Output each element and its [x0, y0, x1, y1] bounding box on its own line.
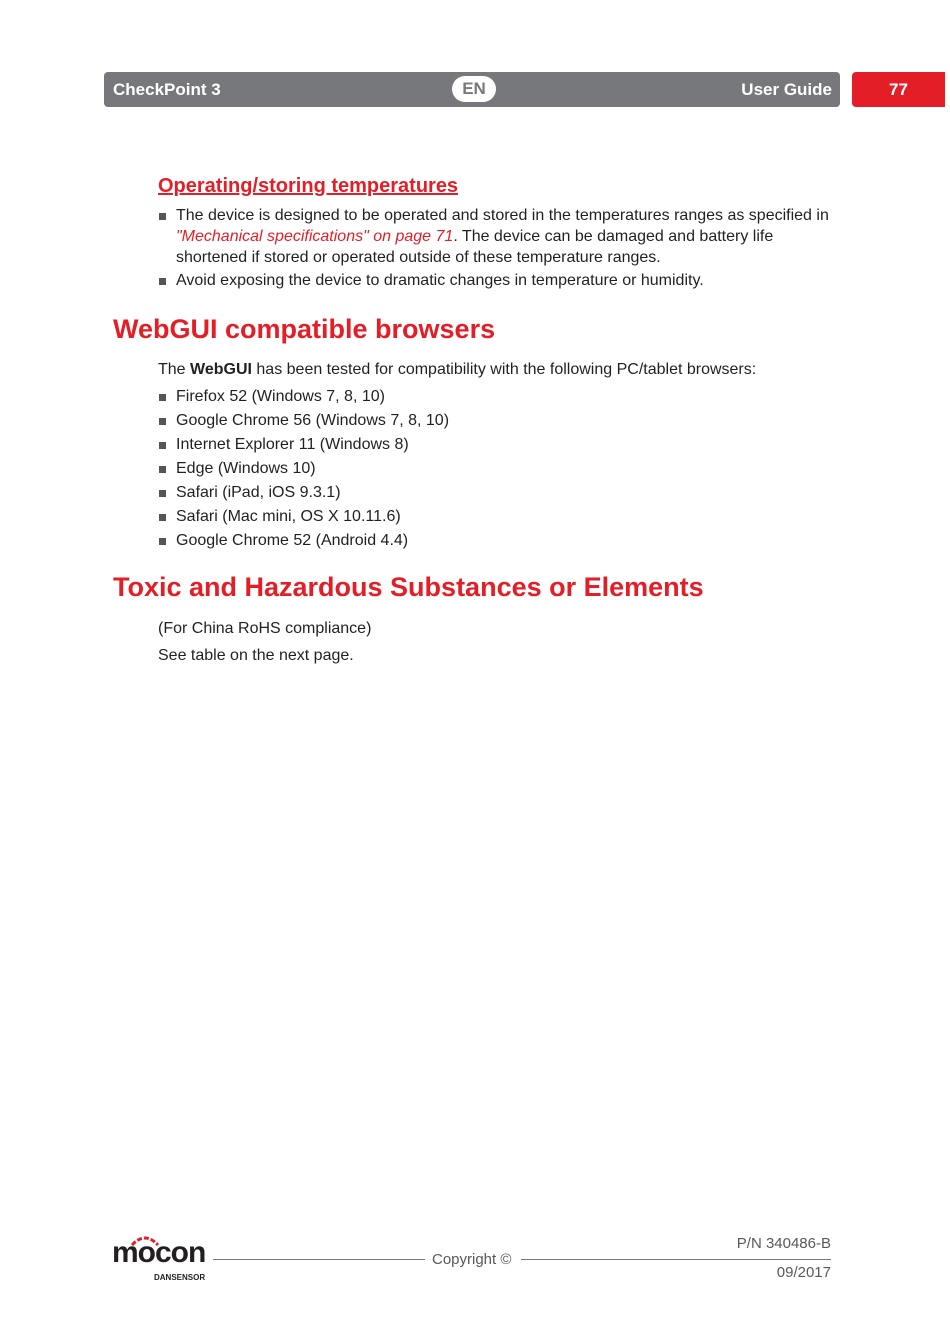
header-bar — [104, 72, 840, 107]
browser-bullet-list — [158, 386, 838, 551]
page-number: 77 — [852, 72, 945, 107]
square-bullet-icon — [159, 490, 166, 497]
square-bullet-icon — [159, 394, 166, 401]
mocon-logo: mocon — [112, 1236, 206, 1269]
header-guide-title: User Guide — [741, 80, 832, 99]
list-item: Google Chrome 52 (Android 4.4) — [158, 530, 838, 551]
heading-webgui-browsers: WebGUI compatible browsers — [113, 314, 496, 344]
square-bullet-icon — [159, 278, 166, 285]
footer-divider-right — [521, 1259, 831, 1260]
square-bullet-icon — [159, 213, 166, 220]
rohs-note: (For China RoHS compliance) — [158, 620, 372, 637]
square-bullet-icon — [159, 538, 166, 545]
list-item: Safari (Mac mini, OS X 10.11.6) — [158, 506, 838, 527]
temperature-bullet-list — [158, 205, 838, 291]
list-item: Internet Explorer 11 (Windows 8) — [158, 434, 838, 455]
list-item: Firefox 52 (Windows 7, 8, 10) — [158, 386, 838, 407]
header-product-name: CheckPoint 3 — [113, 80, 221, 99]
list-item: Avoid exposing the device to dramatic changes in temperature or humidity. — [158, 270, 838, 291]
list-item: Safari (iPad, iOS 9.3.1) — [158, 482, 838, 503]
square-bullet-icon — [159, 418, 166, 425]
footer-divider-left — [213, 1259, 425, 1260]
square-bullet-icon — [159, 466, 166, 473]
list-item: Google Chrome 56 (Windows 7, 8, 10) — [158, 410, 838, 431]
language-badge: EN — [452, 76, 496, 102]
square-bullet-icon — [159, 442, 166, 449]
footer-date: 09/2017 — [776, 1264, 831, 1281]
heading-operating-temperatures: Operating/storing temperatures — [158, 175, 459, 197]
footer-copyright: Copyright © — [432, 1251, 512, 1268]
mechanical-specs-link[interactable]: "Mechanical specifications" on page 71 — [176, 228, 454, 245]
heading-toxic-substances: Toxic and Hazardous Substances or Elements — [113, 572, 704, 602]
list-item: Edge (Windows 10) — [158, 458, 838, 479]
browsers-intro: The WebGUI has been tested for compatibility with the following PC/tablet browsers: — [158, 361, 757, 378]
square-bullet-icon — [159, 514, 166, 521]
dansensor-logo-text: DANSENSOR — [154, 1273, 206, 1282]
list-item: The device is designed to be operated and stored in the temperatures ranges as specified in "Mechanical specifications" on page 71. The device can be damaged and battery life shortened if stored or operated outside of these temperature ranges. — [158, 205, 838, 268]
next-page-note: See table on the next page. — [158, 647, 354, 664]
footer-part-number: P/N 340486-B — [736, 1235, 831, 1252]
